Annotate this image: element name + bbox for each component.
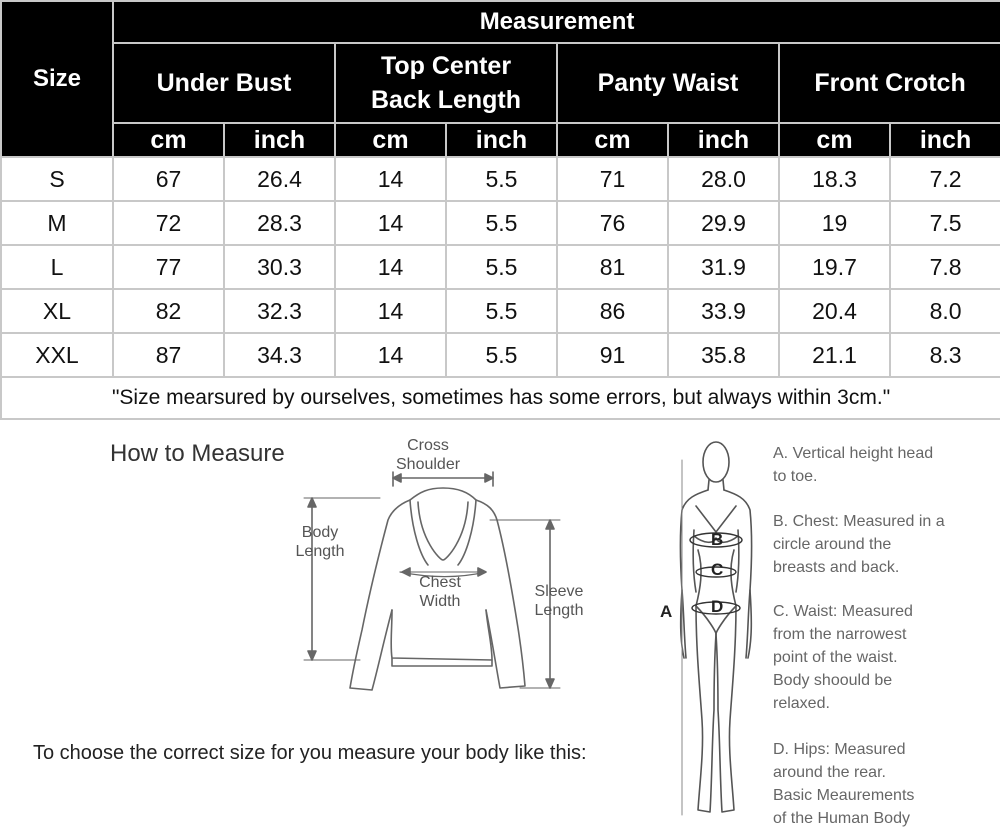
measure-guide [0,420,1000,831]
value-cell: 30.3 [224,245,335,289]
measurement-notes [773,442,998,830]
size-cell: S [1,157,113,201]
value-cell: 14 [335,157,446,201]
value-cell: 33.9 [668,289,779,333]
how-to-measure-title: How to Measure [110,440,285,467]
value-cell: 26.4 [224,157,335,201]
group-header: Front Crotch [779,43,1000,123]
note-vertical-height: A. Vertical height head to toe. [773,445,934,485]
body-label-a: A [660,602,673,621]
unit-inch-header: inch [668,123,779,157]
value-cell: 14 [335,289,446,333]
value-cell: 8.3 [890,333,1000,377]
group-header: Panty Waist [557,43,779,123]
table-row [1,245,1000,289]
table-footnote: "Size mearsured by ourselves, sometimes has some errors, but always within 3cm." [1,377,1000,419]
value-cell: 86 [557,289,668,333]
value-cell: 21.1 [779,333,890,377]
value-cell: 28.0 [668,157,779,201]
unit-inch-header: inch [446,123,557,157]
value-cell: 19 [779,201,890,245]
value-cell: 8.0 [890,289,1000,333]
value-cell: 35.8 [668,333,779,377]
value-cell: 81 [557,245,668,289]
value-cell: 76 [557,201,668,245]
value-cell: 29.9 [668,201,779,245]
unit-cm-header: cm [779,123,890,157]
cross-shoulder-label: Cross Shoulder [396,437,461,473]
table-row [1,333,1000,377]
value-cell: 7.5 [890,201,1000,245]
note-chest: B. Chest: Measured in a circle around the breasts and back. [773,513,945,576]
chest-width-label: Chest Width [419,574,461,610]
unit-cm-header: cm [557,123,668,157]
measurement-header: Measurement [113,1,1000,43]
value-cell: 18.3 [779,157,890,201]
value-cell: 71 [557,157,668,201]
note-hips: D. Hips: Measured around the rear. Basic Meaurements of the Human Body [773,741,915,827]
value-cell: 28.3 [224,201,335,245]
value-cell: 14 [335,245,446,289]
body-label-c: C [711,560,724,579]
table-row [1,201,1000,245]
value-cell: 72 [113,201,224,245]
value-cell: 7.8 [890,245,1000,289]
table-row [1,289,1000,333]
value-cell: 5.5 [446,157,557,201]
size-cell: XL [1,289,113,333]
size-cell: L [1,245,113,289]
value-cell: 91 [557,333,668,377]
note-waist: C. Waist: Measured from the narrowest point of the waist. Body shoould be relaxed. [773,603,913,712]
size-cell: XXL [1,333,113,377]
group-header: Top Center Back Length [335,43,557,123]
value-cell: 7.2 [890,157,1000,201]
value-cell: 5.5 [446,333,557,377]
unit-cm-header: cm [335,123,446,157]
value-cell: 19.7 [779,245,890,289]
table-row [1,157,1000,201]
value-cell: 5.5 [446,289,557,333]
value-cell: 77 [113,245,224,289]
body-label-d: D [711,597,724,616]
body-label-b: B [711,530,724,549]
value-cell: 34.3 [224,333,335,377]
value-cell: 87 [113,333,224,377]
value-cell: 32.3 [224,289,335,333]
group-header: Under Bust [113,43,335,123]
value-cell: 31.9 [668,245,779,289]
value-cell: 14 [335,333,446,377]
unit-inch-header: inch [224,123,335,157]
unit-inch-header: inch [890,123,1000,157]
value-cell: 20.4 [779,289,890,333]
value-cell: 67 [113,157,224,201]
value-cell: 5.5 [446,245,557,289]
body-length-label: Body Length [295,524,345,560]
unit-cm-header: cm [113,123,224,157]
value-cell: 14 [335,201,446,245]
size-column-header: Size [1,1,113,157]
value-cell: 82 [113,289,224,333]
value-cell: 5.5 [446,201,557,245]
choose-size-instruction: To choose the correct size for you measure your body like this: [33,742,587,764]
size-cell: M [1,201,113,245]
sleeve-length-label: Sleeve Length [534,583,584,619]
